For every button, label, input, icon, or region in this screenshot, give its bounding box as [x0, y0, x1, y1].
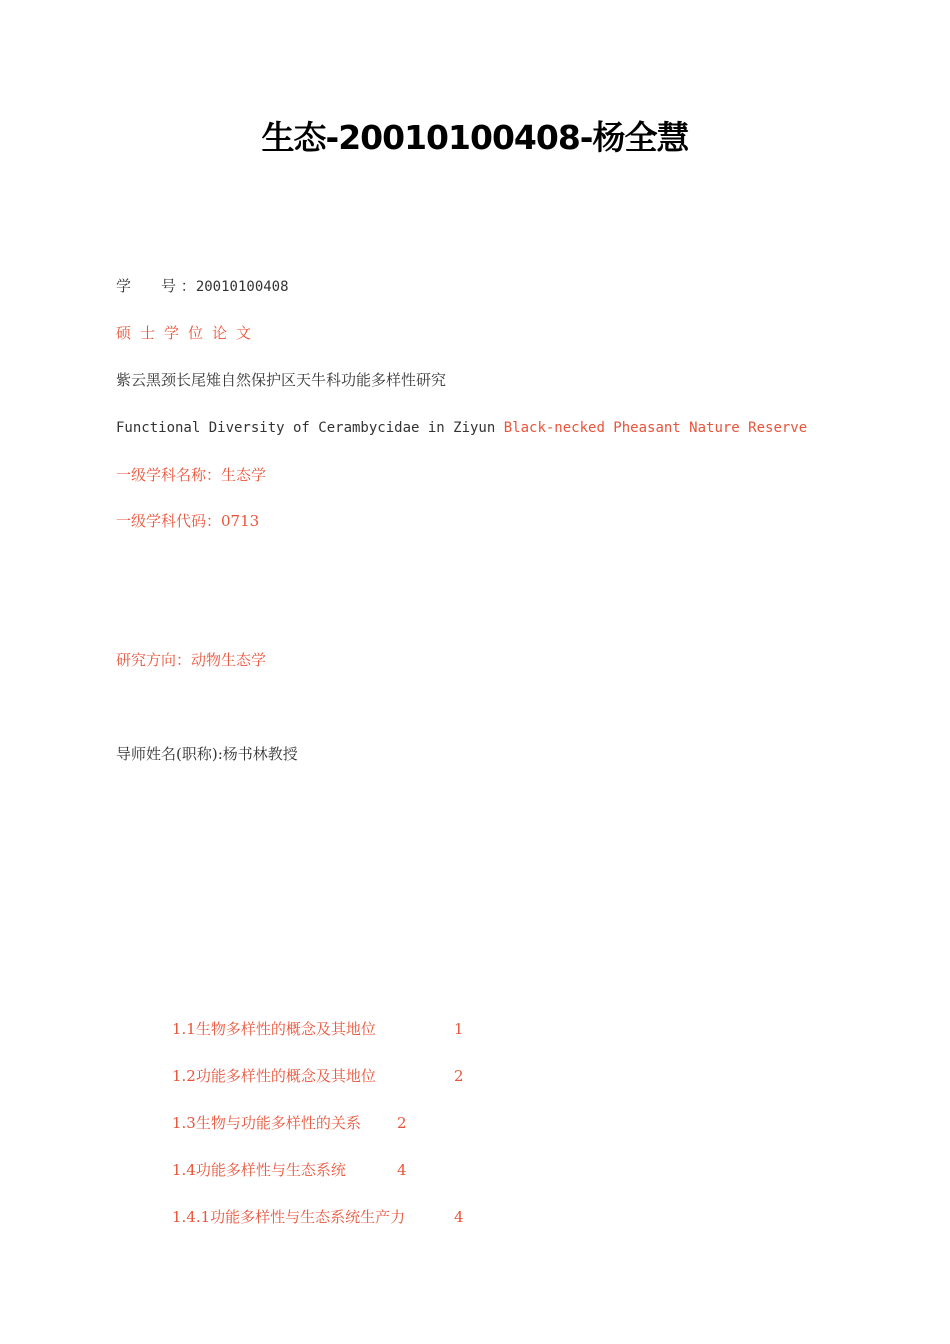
- toc-entry[interactable]: [172, 1160, 407, 1180]
- student-id-value: 20010100408: [195, 279, 289, 295]
- toc-entry-label: 1.3生物与功能多样性的关系: [172, 1114, 361, 1132]
- student-id-line: [116, 276, 289, 297]
- toc-entry-label: 1.4.1功能多样性与生态系统生产力: [172, 1208, 406, 1226]
- toc-entry-page: 2: [454, 1067, 464, 1085]
- research-direction: 研究方向：动物生态学: [116, 651, 267, 669]
- toc-entry-page: 4: [397, 1161, 407, 1179]
- degree-type: 硕士学位论文: [116, 324, 261, 342]
- toc-entry[interactable]: [172, 1207, 464, 1227]
- toc-entry-page: 2: [397, 1114, 407, 1132]
- discipline-code: 一级学科代码：0713: [116, 512, 260, 530]
- thesis-title-en-part1: Functional Diversity of Cerambycidae in Ziyun: [116, 420, 504, 436]
- toc-entry-label: 1.1生物多样性的概念及其地位: [172, 1020, 376, 1038]
- student-id-label: 学 号: [116, 277, 177, 295]
- toc-entry-label: 1.2功能多样性的概念及其地位: [172, 1067, 376, 1085]
- thesis-title-cn: 紫云黑颈长尾雉自然保护区天牛科功能多样性研究: [116, 371, 447, 389]
- discipline-name: 一级学科名称：生态学: [116, 466, 267, 484]
- toc-entry-page: 1: [454, 1020, 464, 1038]
- toc-entry-page: 4: [454, 1208, 464, 1226]
- thesis-title-en: [116, 418, 807, 438]
- thesis-title-en-part2: Black-necked Pheasant Nature Reserve: [503, 420, 808, 436]
- document-title: 生态-20010100408-杨全慧: [261, 118, 689, 157]
- toc-entry[interactable]: [172, 1066, 464, 1086]
- toc-entry-label: 1.4功能多样性与生态系统: [172, 1161, 346, 1179]
- student-id-separator: ：: [180, 277, 196, 295]
- supervisor: 导师姓名(职称):杨书林教授: [116, 745, 298, 763]
- toc-entry[interactable]: [172, 1019, 464, 1039]
- toc-entry[interactable]: [172, 1113, 407, 1133]
